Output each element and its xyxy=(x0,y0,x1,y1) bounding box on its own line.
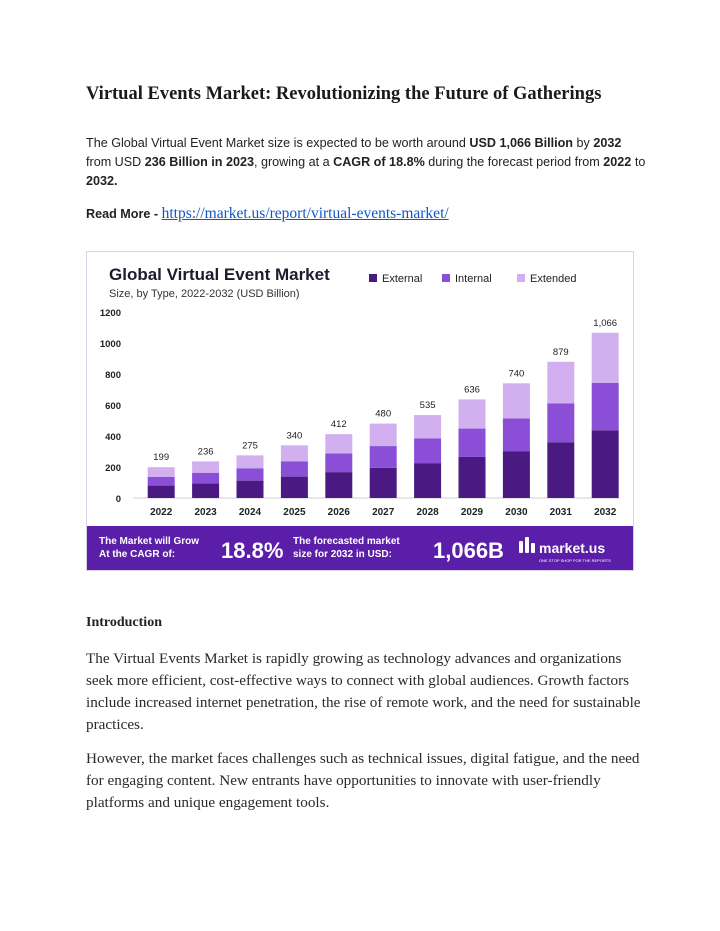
bar-segment-extended-2024 xyxy=(237,455,264,468)
y-tick-label: 800 xyxy=(105,370,121,381)
bar-segment-extended-2030 xyxy=(503,383,530,418)
y-tick-label: 400 xyxy=(105,432,121,443)
bar-segment-internal-2022 xyxy=(148,477,175,486)
bar-total-label-2023: 236 xyxy=(197,446,214,458)
legend-label-internal: Internal xyxy=(455,273,492,285)
intro-text-2: is expected to be worth around xyxy=(290,136,470,150)
legend-label-extended: Extended xyxy=(530,273,577,285)
legend-swatch-external xyxy=(369,274,377,282)
x-tick-label-2022: 2022 xyxy=(150,507,173,518)
intro-paragraph xyxy=(86,134,646,191)
bar-segment-external-2031 xyxy=(547,442,574,498)
bar-total-label-2029: 636 xyxy=(464,384,480,396)
paragraph-1: The Virtual Events Market is rapidly growing as technology advances and organizations seek more efficient, cost-effective ways to connect with global audiences. Growth factors include increased internet penetration, the rise of remote work, and the need for sustainable practices. xyxy=(86,650,641,733)
bar-total-label-2025: 340 xyxy=(286,430,303,442)
x-tick-label-2030: 2030 xyxy=(505,507,528,518)
banner-forecast-label: The forecasted market size for 2032 in USD: xyxy=(293,536,400,560)
bar-total-label-2028: 535 xyxy=(419,400,436,412)
bar-segment-external-2025 xyxy=(281,477,308,498)
bar-segment-external-2032 xyxy=(592,430,619,498)
bar-segment-internal-2029 xyxy=(459,429,486,457)
x-tick-label-2023: 2023 xyxy=(194,507,217,518)
x-tick-label-2029: 2029 xyxy=(460,507,484,518)
bar-segment-external-2026 xyxy=(325,472,352,498)
x-tick-label-2025: 2025 xyxy=(283,507,306,518)
cagr-value-text: CAGR of 18.8% xyxy=(333,155,425,169)
bar-segment-external-2022 xyxy=(148,486,175,498)
x-tick-label-2031: 2031 xyxy=(549,507,572,518)
x-tick-label-2032: 2032 xyxy=(594,507,617,518)
bar-segment-external-2030 xyxy=(503,452,530,499)
bar-segment-extended-2023 xyxy=(192,461,219,472)
intro-text-1: The Global xyxy=(86,136,152,150)
y-tick-label: 200 xyxy=(105,463,121,474)
read-more xyxy=(86,205,449,223)
x-tick-label-2027: 2027 xyxy=(372,507,395,518)
bar-segment-extended-2025 xyxy=(281,445,308,461)
brand-tagline: ONE STOP SHOP FOR THE REPORTS xyxy=(539,558,611,563)
bar-segment-extended-2031 xyxy=(547,362,574,404)
bar-segment-extended-2029 xyxy=(459,399,486,428)
banner-cagr-label: The Market will Grow At the CAGR of: xyxy=(99,536,200,560)
bar-segment-internal-2032 xyxy=(592,383,619,430)
bar-segment-external-2029 xyxy=(459,457,486,498)
bar-segment-internal-2028 xyxy=(414,438,441,463)
legend-label-external: External xyxy=(382,273,423,285)
bar-total-label-2031: 879 xyxy=(552,346,569,358)
market-infographic xyxy=(86,251,634,571)
introduction-heading: Introduction xyxy=(86,615,162,630)
bar-total-label-2027: 480 xyxy=(375,408,392,420)
year-2032: 2032 xyxy=(593,136,622,150)
x-tick-label-2024: 2024 xyxy=(238,507,262,518)
summary-banner xyxy=(87,526,633,570)
legend-swatch-extended xyxy=(517,274,525,282)
bar-total-label-2024: 275 xyxy=(242,440,258,452)
bar-segment-external-2027 xyxy=(370,468,397,498)
banner-cagr-value: 18.8% xyxy=(221,538,284,563)
bar-segment-external-2028 xyxy=(414,463,441,498)
market-size-link[interactable]: Virtual Event Market size xyxy=(151,136,291,150)
intro-text-3: by xyxy=(573,136,594,150)
page-title: Virtual Events Market: Revolutionizing the Future of Gatherings xyxy=(86,84,602,104)
bar-segment-extended-2022 xyxy=(148,467,175,477)
bar-total-label-2022: 199 xyxy=(153,452,170,464)
value-2032: USD 1,066 Billion xyxy=(469,136,573,150)
year-start: 2022 xyxy=(603,155,632,169)
bar-total-label-2030: 740 xyxy=(508,368,525,380)
market-chart xyxy=(87,252,633,570)
intro-text-5: , growing at a xyxy=(253,155,334,169)
brand-name: market.us xyxy=(539,540,606,556)
paragraph-2: However, the market faces challenges such as technical issues, digital fatigue, and the need for engaging content. New entrants have opportunities to innovate with user-friendly platforms and unique engagement tools. xyxy=(86,750,640,811)
bar-segment-internal-2023 xyxy=(192,473,219,484)
bar-segment-extended-2027 xyxy=(370,424,397,446)
chart-legend xyxy=(369,273,576,285)
legend-swatch-internal xyxy=(442,274,450,282)
y-tick-label: 1200 xyxy=(99,308,121,319)
year-end: 2032. xyxy=(86,174,118,188)
y-tick-label: 0 xyxy=(115,494,121,505)
bar-segment-extended-2028 xyxy=(414,415,441,438)
bar-segment-internal-2024 xyxy=(237,468,264,480)
bar-segment-internal-2031 xyxy=(547,403,574,442)
bar-segment-external-2024 xyxy=(237,481,264,498)
bar-segment-extended-2026 xyxy=(325,434,352,453)
intro-text-4: from USD xyxy=(86,155,145,169)
intro-text-7: to xyxy=(631,155,646,169)
bar-total-label-2032: 1,066 xyxy=(593,317,618,329)
x-tick-label-2028: 2028 xyxy=(416,507,439,518)
bar-segment-internal-2027 xyxy=(370,446,397,468)
bar-segment-extended-2032 xyxy=(592,333,619,383)
bar-segment-internal-2026 xyxy=(325,454,352,473)
intro-text-6: during the forecast period from xyxy=(424,155,604,169)
x-tick-label-2026: 2026 xyxy=(327,507,350,518)
bar-segment-internal-2025 xyxy=(281,461,308,476)
y-tick-label: 600 xyxy=(105,401,121,412)
bar-segment-external-2023 xyxy=(192,483,219,498)
bar-total-label-2026: 412 xyxy=(330,419,347,431)
chart-title: Global Virtual Event Market xyxy=(109,265,330,284)
bar-segment-internal-2030 xyxy=(503,418,530,451)
report-link[interactable]: https://market.us/report/virtual-events-market/ xyxy=(161,205,449,222)
banner-forecast-value: 1,066B xyxy=(433,538,504,563)
read-more-label: Read More - xyxy=(86,207,162,221)
value-2023: 236 Billion in 2023 xyxy=(144,155,254,169)
chart-subtitle: Size, by Type, 2022-2032 (USD Billion) xyxy=(109,288,300,300)
y-tick-label: 1000 xyxy=(99,339,121,350)
